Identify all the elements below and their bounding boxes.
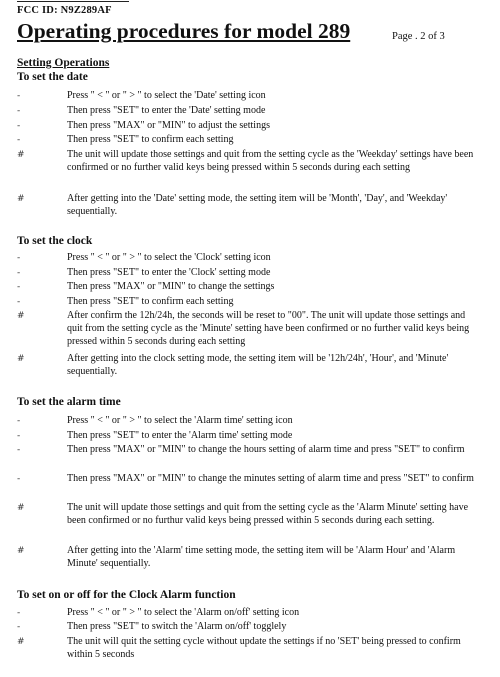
note-mark: # (17, 150, 25, 160)
item-text: After confirm the 12h/24h, the seconds will be reset to "00". The unit will update those settings and quit from the setting cycle as the 'Minute' setting have been confirmed or no further valid keys being pressed within 5 seconds during each setting (67, 310, 470, 347)
page-title: Operating procedures for model 289 (17, 19, 351, 43)
item-text: Then press "SET" to enter the 'Clock' setting mode (67, 267, 271, 278)
bullet-mark: - (17, 268, 21, 278)
setting-operations-heading: Setting Operations (17, 57, 110, 69)
bullet-mark: - (17, 106, 21, 116)
note-mark: # (17, 503, 25, 513)
bullet-mark: - (17, 135, 21, 145)
item-text: Press " < " or " > " to select the 'Alarm on/off' setting icon (67, 607, 300, 618)
bullet-mark: - (17, 91, 21, 101)
note-mark: # (17, 637, 25, 647)
item-text: Then press "MAX" or "MIN" to change the settings (67, 281, 275, 292)
item-text: Then press "SET" to switch the 'Alarm on/off' togglely (67, 621, 287, 632)
note-mark: # (17, 546, 25, 556)
section-heading-alarm-time: To set the alarm time (17, 396, 121, 408)
section-heading-clock: To set the clock (17, 235, 93, 247)
item-text: Then press "SET" to enter the 'Date' setting mode (67, 105, 266, 116)
bullet-mark: - (17, 431, 21, 441)
section-heading-alarm-on-off: To set on or off for the Clock Alarm function (17, 589, 236, 601)
bullet-mark: - (17, 297, 21, 307)
note-mark: # (17, 194, 25, 204)
item-text: Press " < " or " > " to select the 'Alarm time' setting icon (67, 415, 293, 426)
item-text: Press " < " or " > " to select the 'Clock' setting icon (67, 252, 271, 263)
item-text: After getting into the clock setting mode, the setting item will be '12h/24h', 'Hour', and 'Minute' sequentially. (67, 353, 449, 377)
item-text: The unit will update those settings and quit from the setting cycle as the 'Alarm Minute' setting have been confirmed or no furthur valid keys being pressed within 5 seconds during each setting. (67, 502, 469, 526)
section-heading-date: To set the date (17, 71, 88, 83)
bullet-mark: - (17, 622, 21, 632)
item-text: Then press "MAX" or "MIN" to change the hours setting of alarm time and press "SET" to confirm (67, 444, 465, 455)
item-text: Then press "SET" to confirm each setting (67, 134, 234, 145)
fcc-id: FCC ID: N9Z289AF (17, 5, 112, 16)
item-text: After getting into the 'Date' setting mode, the setting item will be 'Month', 'Day', and 'Weekday' sequentially. (67, 193, 448, 217)
bullet-mark: - (17, 474, 21, 484)
item-text: Then press "SET" to enter the 'Alarm time' setting mode (67, 430, 293, 441)
item-text: Then press "SET" to confirm each setting (67, 296, 234, 307)
bullet-mark: - (17, 445, 21, 455)
bullet-mark: - (17, 121, 21, 131)
note-mark: # (17, 311, 25, 321)
bullet-mark: - (17, 608, 21, 618)
page-number: Page . 2 of 3 (392, 31, 445, 42)
bullet-mark: - (17, 416, 21, 426)
top-rule (17, 1, 129, 2)
item-text: Then press "MAX" or "MIN" to change the minutes setting of alarm time and press "SET" to confirm (67, 473, 474, 484)
item-text: Then press "MAX" or "MIN" to adjust the settings (67, 120, 270, 131)
bullet-mark: - (17, 282, 21, 292)
bullet-mark: - (17, 253, 21, 263)
item-text: After getting into the 'Alarm' time setting mode, the setting item will be 'Alarm Hour' and 'Alarm Minute' sequentially. (67, 545, 456, 569)
note-mark: # (17, 354, 25, 364)
item-text: Press " < " or " > " to select the 'Date' setting icon (67, 90, 266, 101)
item-text: The unit will update those settings and quit from the setting cycle as the 'Weekday' settings have been confirmed or no further valid keys being pressed within 5 seconds during each setting (67, 149, 474, 173)
item-text: The unit will quit the setting cycle without update the settings if no 'SET' being pressed to confirm within 5 seconds (67, 636, 461, 660)
